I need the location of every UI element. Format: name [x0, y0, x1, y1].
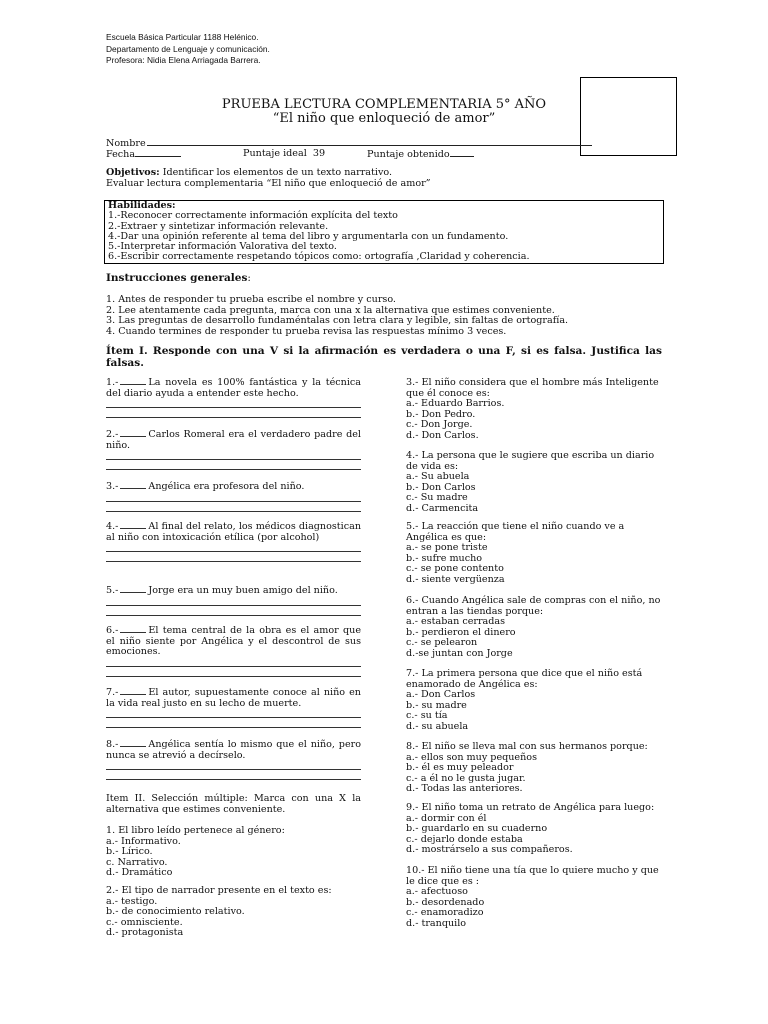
page-title: PRUEBA LECTURA COMPLEMENTARIA 5° AÑO	[221, 97, 547, 112]
mc-option[interactable]: b.- él es muy peleador	[406, 762, 514, 773]
mc-option[interactable]: a.- se pone triste	[406, 542, 488, 553]
mc-option[interactable]: c.- a él no le gusta jugar.	[406, 772, 526, 784]
item2-heading: Item II. Selección múltiple: Marca con una X la alternativa que estimes conveniente.	[106, 793, 361, 815]
answer-blank[interactable]	[120, 378, 146, 385]
instruccion-item: 2. Lee atentamente cada pregunta, marca con una x la alternativa que estimes conveniente.	[106, 304, 555, 316]
mc-option[interactable]: c.- enamoradizo	[406, 907, 484, 918]
mc-question: 4.- La persona que le sugiere que escriba un diario de vida es: a.- Su abuela b.- Don Carlos c.- Su madre d.- Carmencita	[406, 451, 662, 514]
mc-option[interactable]: b.- Lírico.	[106, 846, 153, 857]
mc-question: 3.- El niño considera que el hombre más Inteligente que él conoce es: a.- Eduardo Barrios. b.- Don Pedro. c.- Don Jorge. d.- Don Carlos.	[406, 378, 662, 441]
objetivos-section	[106, 168, 666, 189]
mc-option[interactable]: d.- mostrárselo a sus compañeros.	[406, 844, 573, 855]
mc-option[interactable]: c.- dejarlo donde estaba	[406, 833, 523, 845]
habilidad-item: 5.-Interpretar información Valorativa del texto.	[108, 241, 337, 253]
mc-option[interactable]: b.- sufre mucho	[406, 552, 483, 564]
answer-blank[interactable]	[120, 522, 146, 529]
habilidad-item: 2.-Extraer y sintetizar información relevante.	[108, 220, 329, 232]
habilidades-label: Habilidades:	[108, 200, 176, 211]
mc-question: 7.- La primera persona que dice que el niño está enamorado de Angélica es: a.- Don Carlos b.- su madre c.- su tía d.- su abuela	[406, 669, 662, 732]
school-header	[106, 32, 270, 67]
mc-option[interactable]: c. Narrativo.	[106, 856, 168, 868]
instruccion-item: 3. Las preguntas de desarrollo fundaméntalas con letra clara y legible, sin faltas de ortografía.	[106, 315, 569, 327]
habilidades-box	[104, 200, 664, 264]
nombre-field[interactable]	[106, 138, 592, 150]
mc-option[interactable]: a.- Don Carlos	[406, 689, 476, 700]
mc-option[interactable]: a.- Eduardo Barrios.	[406, 398, 505, 409]
nombre-line[interactable]	[147, 138, 592, 146]
mc-option[interactable]: c.- se pone contento	[406, 563, 504, 574]
vf-question[interactable]: 4.- Al final del relato, los médicos diagnostican al niño con intoxicación etílica (por alcohol)	[106, 522, 361, 562]
fecha-label: Fecha	[106, 149, 136, 160]
instrucciones-heading: Instrucciones generales:	[106, 272, 251, 284]
mc-option[interactable]: a.- estaban cerradas	[406, 616, 506, 627]
fecha-field[interactable]	[106, 149, 181, 161]
mc-question: 6.- Cuando Angélica sale de compras con el niño, no entran a las tiendas porque: a.- estaban cerradas b.- perdieron el dinero c.- se pelearon d.-se juntan con Jorge	[406, 595, 661, 659]
instruccion-item: 1. Antes de responder tu prueba escribe el nombre y curso.	[106, 294, 396, 305]
mc-option[interactable]: d.-se juntan con Jorge	[406, 647, 513, 659]
mc-option[interactable]: b.- Don Pedro.	[406, 408, 476, 420]
puntaje-obtenido-line[interactable]	[450, 149, 474, 157]
mc-option[interactable]: a.- afectuoso	[406, 886, 468, 897]
mc-option[interactable]: b.- desordenado	[406, 896, 485, 908]
mc-option[interactable]: d.- Carmencita	[406, 502, 479, 514]
mc-option[interactable]: b.- Don Carlos	[406, 481, 476, 493]
vf-question[interactable]: 7.- El autor, supuestamente conoce al niño en la vida real justo en su lecho de muerte.	[106, 688, 361, 728]
answer-blank[interactable]	[120, 482, 146, 489]
mc-option[interactable]: b.- guardarlo en su cuaderno	[406, 823, 548, 834]
habilidad-item: 4.-Dar una opinión referente al tema del libro y argumentarla con un fundamento.	[108, 230, 509, 242]
mc-option[interactable]: a.- dormir con él	[406, 812, 487, 824]
vf-question[interactable]: 6.- El tema central de la obra es el amor que el niño siente por Angélica y el descontrol de sus emociones.	[106, 626, 361, 677]
mc-option[interactable]: d.- protagonista	[106, 927, 184, 938]
mc-option[interactable]: d.- su abuela	[406, 720, 469, 732]
mc-question: 9.- El niño toma un retrato de Angélica para luego: a.- dormir con él b.- guardarlo en su cuaderno c.- dejarlo donde estaba d.- mostrárselo a sus compañeros.	[406, 803, 662, 856]
school-name: Escuela Básica Particular 1188 Helénico.	[106, 32, 259, 42]
answer-blank[interactable]	[120, 586, 146, 593]
vf-question[interactable]: 3.- Angélica era profesora del niño.	[106, 482, 361, 512]
objetivos-line1: Identificar los elementos de un texto narrativo.	[162, 167, 393, 178]
department-name: Departamento de Lenguaje y comunicación.	[106, 43, 270, 54]
vf-question[interactable]: 1.- La novela es 100% fantástica y la técnica del diario ayuda a entender este hecho.	[106, 378, 361, 418]
mc-option[interactable]: c.- omnisciente.	[106, 916, 183, 928]
objetivos-label: Objetivos:	[106, 167, 160, 178]
puntaje-ideal-label: Puntaje ideal	[243, 148, 307, 159]
mc-option[interactable]: a.- ellos son muy pequeños	[406, 751, 537, 763]
mc-option[interactable]: b.- perdieron el dinero	[406, 626, 516, 638]
answer-blank[interactable]	[120, 688, 146, 695]
mc-option[interactable]: a.- Su abuela	[406, 471, 470, 482]
instruccion-item: 4. Cuando termines de responder tu prueba revisa las respuestas mínimo 3 veces.	[106, 325, 507, 337]
mc-option[interactable]: b.- de conocimiento relativo.	[106, 906, 245, 917]
teacher-name: Profesora: Nidia Elena Arriagada Barrera.	[106, 55, 261, 66]
mc-option[interactable]: d.- tranquilo	[406, 917, 467, 929]
nombre-label: Nombre	[106, 138, 146, 149]
mc-option[interactable]: c.- Su madre	[406, 492, 468, 503]
mc-option[interactable]: a.- Informativo.	[106, 835, 181, 847]
instrucciones-list	[106, 295, 666, 337]
puntaje-obtenido-label: Puntaje obtenido	[367, 149, 450, 160]
mc-option[interactable]: c.- se pelearon	[406, 637, 478, 648]
mc-option[interactable]: d.- Todas las anteriores.	[406, 783, 523, 794]
habilidad-item: 1.-Reconocer correctamente información explícita del texto	[108, 210, 398, 222]
mc-option[interactable]: d.- siente vergüenza	[406, 573, 505, 585]
mc-question: 8.- El niño se lleva mal con sus hermanos porque: a.- ellos son muy pequeños b.- él es muy peleador c.- a él no le gusta jugar. d.- Todas las anteriores.	[406, 742, 662, 795]
mc-option[interactable]: d.- Dramático	[106, 867, 173, 878]
puntaje-ideal-value: 39	[312, 148, 326, 159]
puntaje-ideal	[243, 149, 325, 160]
mc-question: 5.- La reacción que tiene el niño cuando ve a Angélica es que: a.- se pone triste b.- sufre mucho c.- se pone contento d.- siente vergüenza	[406, 522, 662, 585]
vf-question[interactable]: 5.- Jorge era un muy buen amigo del niño.	[106, 586, 361, 616]
mc-option[interactable]: d.- Don Carlos.	[406, 429, 479, 441]
fecha-line[interactable]	[135, 149, 181, 157]
puntaje-obtenido-field[interactable]	[367, 149, 474, 161]
mc-option[interactable]: c.- su tía	[406, 710, 448, 721]
mc-option[interactable]: c.- Don Jorge.	[406, 419, 473, 430]
page-subtitle: “El niño que enloqueció de amor”	[272, 111, 496, 126]
vf-question[interactable]: 8.- Angélica sentía lo mismo que el niño, pero nunca se atrevió a decírselo.	[106, 740, 361, 780]
mc-question: 1. El libro leído pertenece al género: a.- Informativo. b.- Lírico. c. Narrativo. d.- Dramático	[106, 826, 361, 879]
mc-option[interactable]: b.- su madre	[406, 699, 467, 711]
item1-heading: Ítem I. Responde con una V si la afirmación es verdadera o una F, si es falsa. Justifica las falsas.	[106, 345, 662, 369]
answer-blank[interactable]	[120, 430, 146, 437]
answer-blank[interactable]	[120, 740, 146, 747]
mc-option[interactable]: a.- testigo.	[106, 895, 158, 907]
mc-question: 2.- El tipo de narrador presente en el texto es: a.- testigo. b.- de conocimiento relativo. c.- omnisciente. d.- protagonista	[106, 886, 361, 939]
answer-blank[interactable]	[120, 626, 146, 633]
objetivos-line2: Evaluar lectura complementaria “El niño que enloqueció de amor”	[106, 177, 431, 189]
habilidad-item: 6.-Escribir correctamente respetando tópicos como: ortografía ,Claridad y coherencia.	[108, 251, 530, 263]
vf-question[interactable]: 2.- Carlos Romeral era el verdadero padre del niño.	[106, 430, 361, 470]
mc-question: 10.- El niño tiene una tía que lo quiere mucho y que le dice que es : a.- afectuoso b.- desordenado c.- enamoradizo d.- tranquilo	[406, 866, 662, 929]
